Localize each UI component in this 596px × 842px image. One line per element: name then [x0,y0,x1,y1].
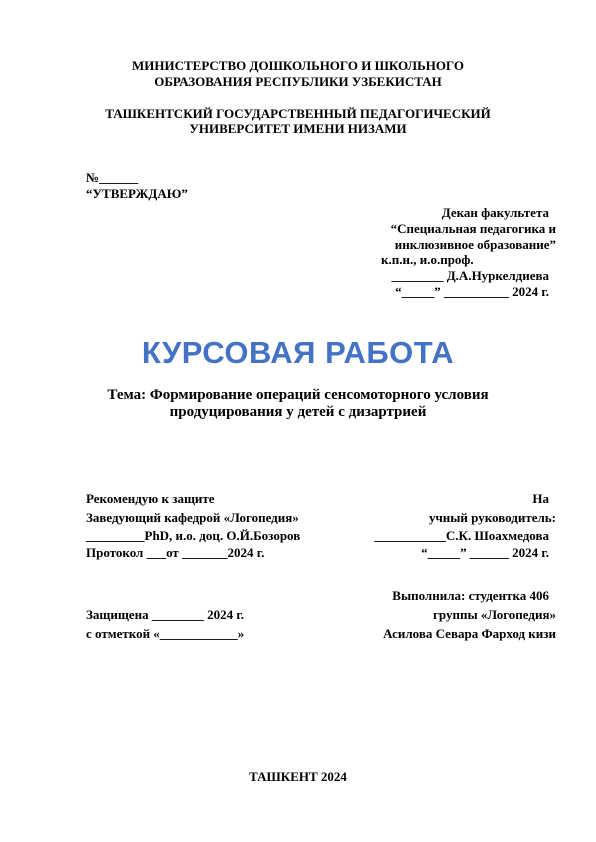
student-line-1: Выполнила: студентка 406 [392,588,549,603]
ministry-line-1: МИНИСТЕРСТВО ДОШКОЛЬНОГО И ШКОЛЬНОГО [131,58,464,73]
student-line-3: Асилова Севара Фарход кизи [383,626,556,641]
dean-faculty-line-1: “Специальная педагогика и [390,221,556,236]
supervisor-line-1: На [532,491,549,506]
recommend-line-4: Протокол ___от _______2024 г. [86,545,265,560]
dean-faculty-line-2: инклюзивное образование” [394,237,556,252]
defense-line-1: Защищена ________ 2024 г. [86,607,244,622]
supervisor-line-2: учный руководитель: [428,510,556,525]
supervisor-line-4: “_____” ______ 2024 г. [421,545,549,560]
topic-line-1: Тема: Формирование операций сенсомоторного условия [107,387,489,403]
document-title: КУРСОВАЯ РАБОТА [141,335,455,370]
recommend-line-1: Рекомендую к защите [86,491,215,506]
document-number: №______ [86,170,139,185]
supervisor-line-3: ___________С.К. Шоахмедова [374,528,549,543]
university-line-2: УНИВЕРСИТЕТ ИМЕНИ НИЗАМИ [189,121,407,136]
university-line-1: ТАШКЕНТСКИЙ ГОСУДАРСТВЕННЫЙ ПЕДАГОГИЧЕСКИЙ [105,106,491,121]
dean-title: Декан факультета [441,205,549,220]
dean-signature: ________ Д.А.Нуркелдиева [391,268,549,283]
ministry-line-2: ОБРАЗОВАНИЯ РЕСПУБЛИКИ УЗБЕКИСТАН [154,74,442,89]
dean-date: “_____” __________ 2024 г. [395,284,549,299]
topic-line-2: продуцирования у детей с дизартрией [169,404,427,420]
defense-line-2: с отметкой «____________» [86,626,245,641]
student-line-2: группы «Логопедия» [433,607,556,622]
dean-degree: к.п.н., и.о.проф. [381,252,474,267]
recommend-line-3: _________PhD, и.о. доц. О.Й.Бозоров [86,528,301,543]
approve-heading: “УТВЕРЖДАЮ” [86,186,188,201]
recommend-line-2: Заведующий кафедрой «Логопедия» [86,510,299,525]
footer-city-year: ТАШКЕНТ 2024 [249,769,347,784]
